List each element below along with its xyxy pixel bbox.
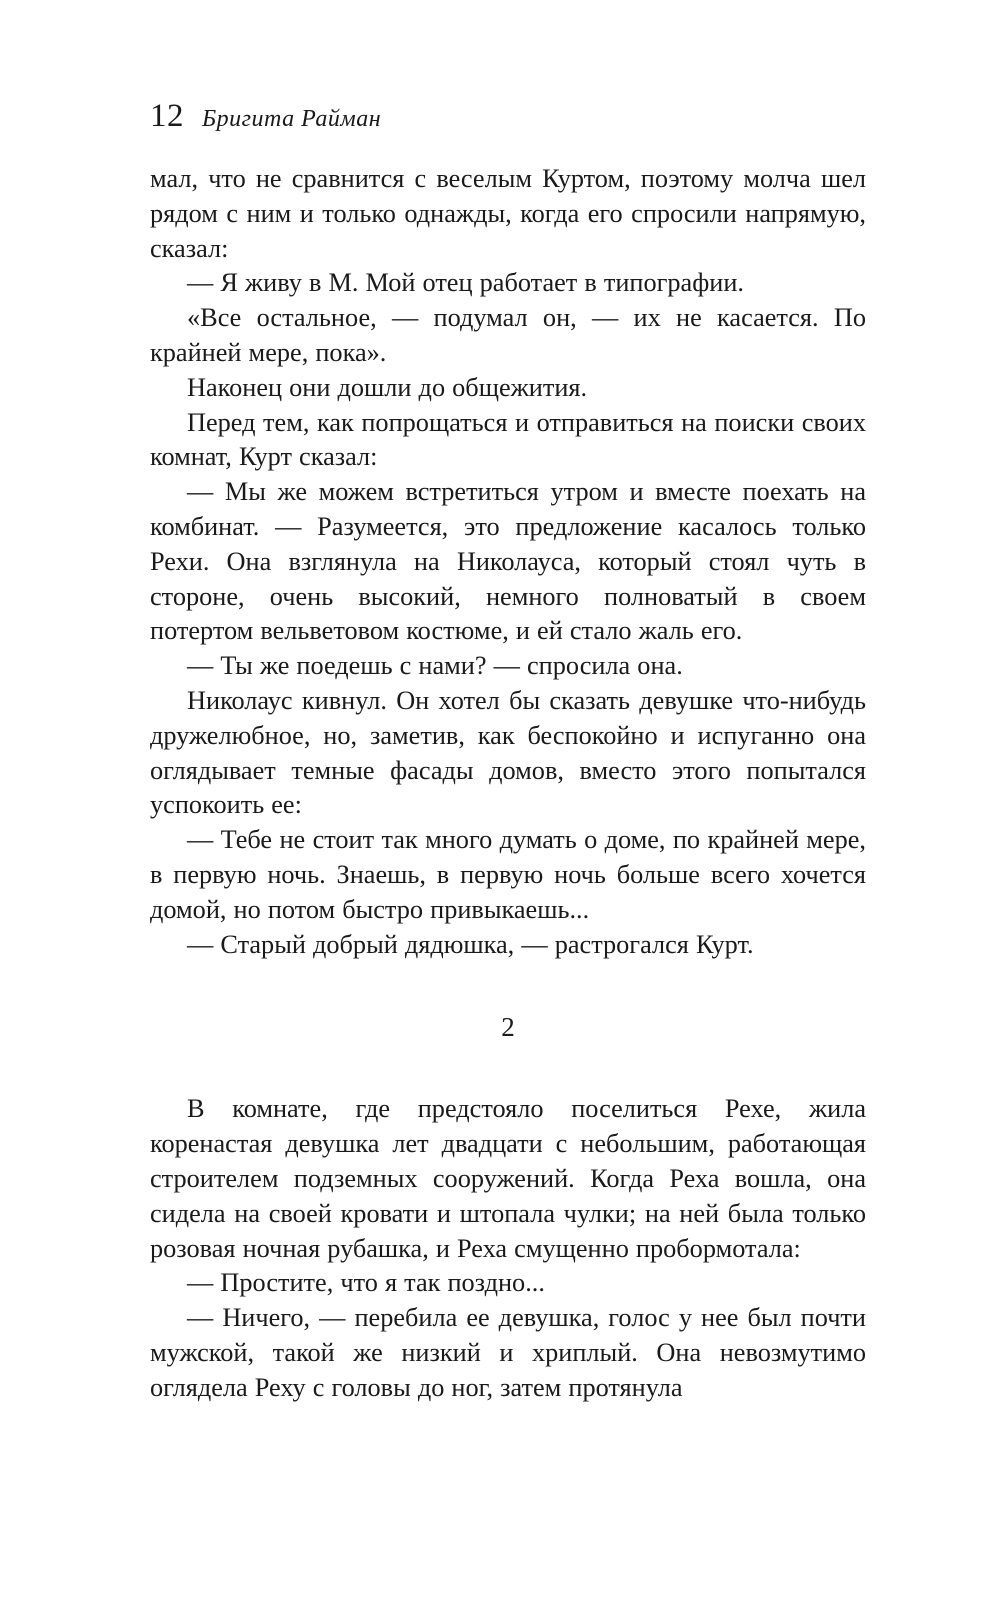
page-number: 12 — [150, 98, 184, 134]
paragraph: — Я живу в М. Мой отец работает в типографии. — [187, 268, 744, 298]
book-page — [150, 98, 866, 1406]
paragraph: — Мы же можем встретиться утром и вместе поехать на комбинат. — Разумеется, это предложение касалось только Рехи. Она взглянула на Николауса, который стоял чуть в стороне, очень высокий, немного полноватый в своем потертом вельветовом костюме, и ей стало жаль его. — [150, 477, 866, 646]
body-text-section-2 — [150, 1092, 866, 1405]
paragraph: Николаус кивнул. Он хотел бы сказать девушке что-нибудь дружелюбное, но, заметив, как беспокойно и испуганно она оглядывает темные фасады домов, вместо этого попытался успокоить ее: — [150, 685, 866, 820]
paragraph: мал, что не сравнится с веселым Куртом, поэтому молча шел рядом с ним и только однажды, когда его спросили напрямую, сказал: — [150, 164, 866, 263]
paragraph: — Простите, что я так поздно... — [187, 1268, 545, 1298]
chapter-number: 2 — [501, 1012, 515, 1043]
paragraph: «Все остальное, — подумал он, — их не касается. По крайней мере, пока». — [150, 303, 866, 367]
paragraph: — Ничего, — перебила ее девушка, голос у нее был почти мужской, такой же низкий и хриплый. Она невозмутимо оглядела Реху с головы до ног, затем протянула — [150, 1303, 866, 1402]
paragraph: В комнате, где предстояло поселиться Рехе, жила коренастая девушка лет двадцати с небольшим, работающая строителем подземных сооружений. Когда Реха вошла, она сидела на своей кровати и штопала чулки; на ней была только розовая ночная рубашка, и Реха смущенно пробормотала: — [150, 1094, 866, 1263]
paragraph: Перед тем, как попрощаться и отправиться на поиски своих комнат, Курт сказал: — [150, 407, 866, 472]
body-text-section-1 — [150, 162, 866, 962]
running-head — [150, 98, 866, 162]
paragraph: — Старый добрый дядюшка, — растрогался Курт. — [187, 929, 754, 959]
paragraph: — Ты же поедешь с нами? — спросила она. — [187, 651, 683, 681]
paragraph: — Тебе не стоит так много думать о доме, по крайней мере, в первую ночь. Знаешь, в первую ночь больше всего хочется домой, но потом быстро привыкаешь... — [150, 825, 866, 924]
running-head-author: Бригита Райман — [202, 106, 382, 132]
paragraph: Наконец они дошли до общежития. — [187, 372, 588, 402]
